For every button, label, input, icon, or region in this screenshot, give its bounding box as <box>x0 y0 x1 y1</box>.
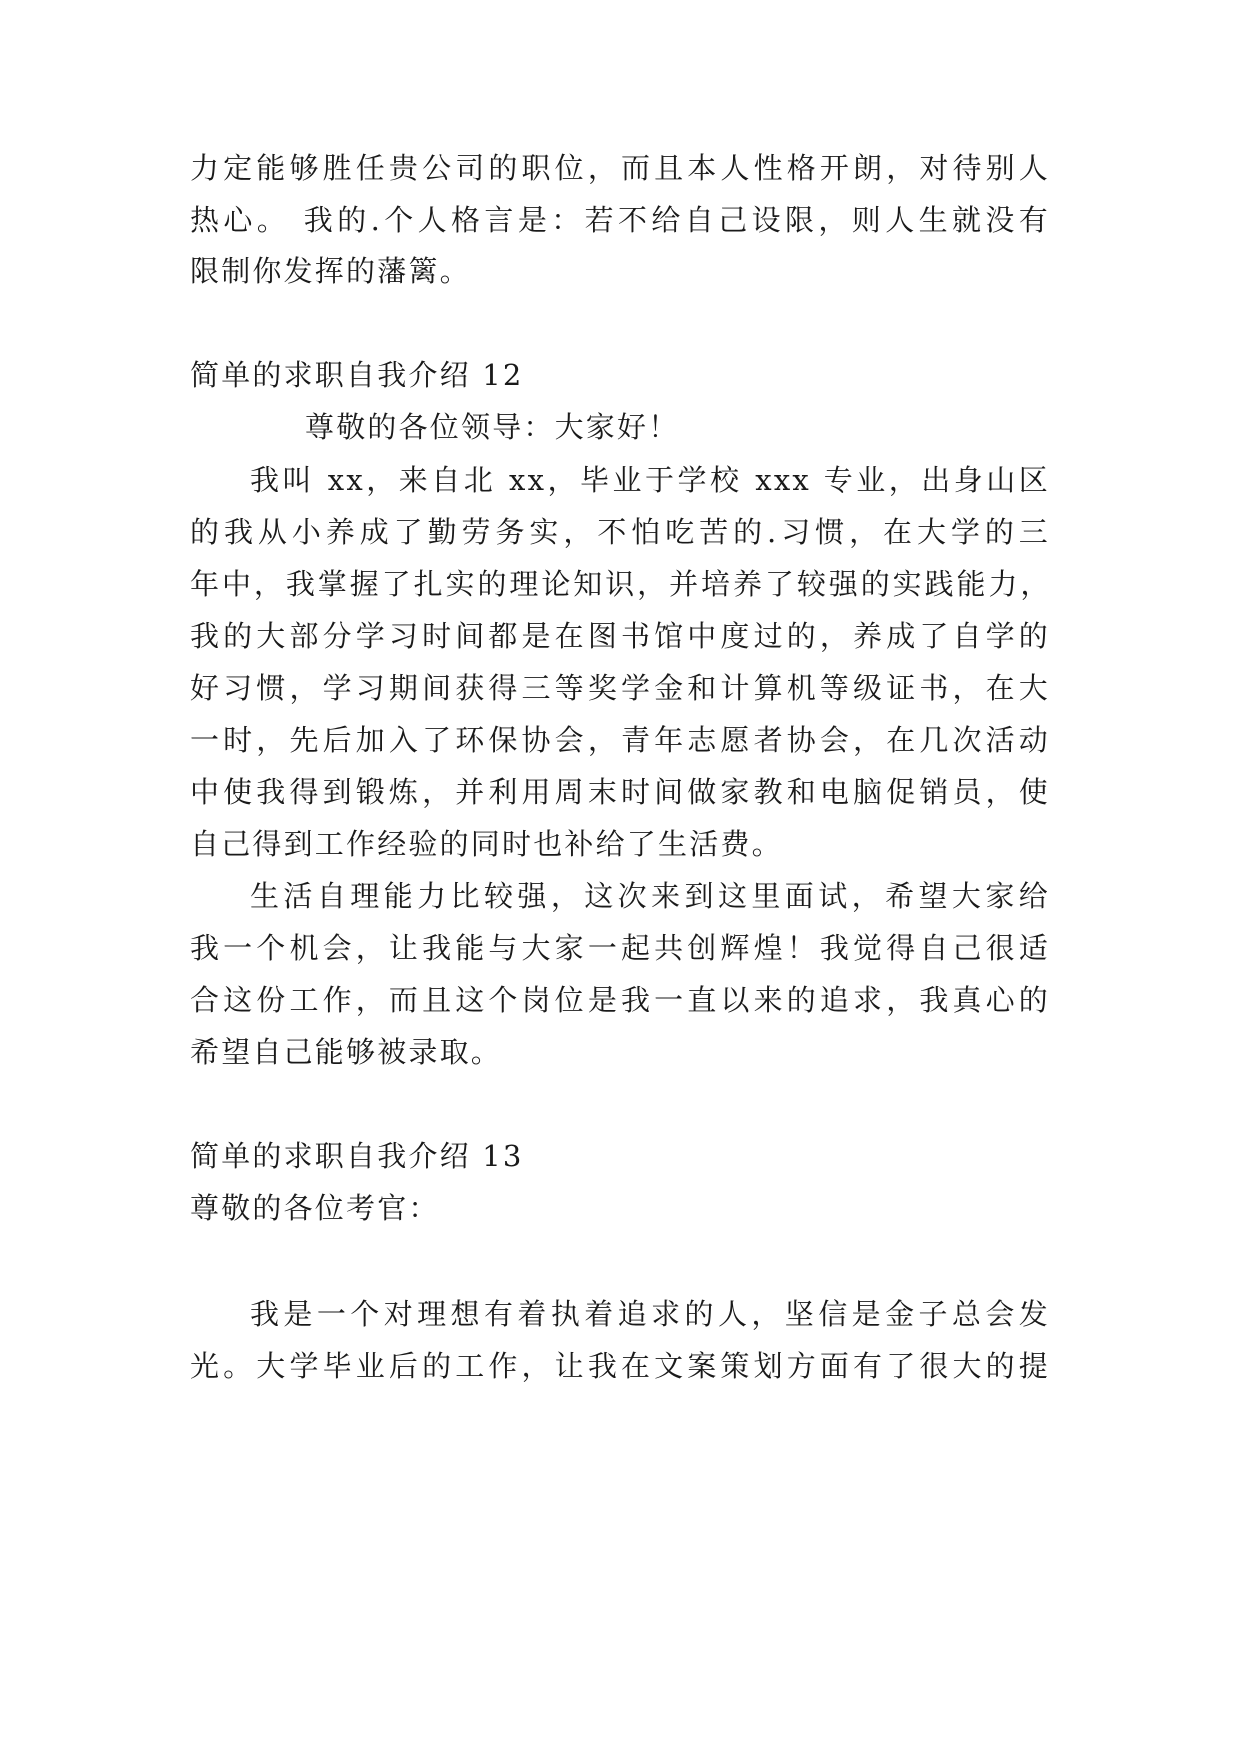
text-line: 的我从小养成了勤劳务实，不怕吃苦的.习惯，在大学的三 <box>190 515 1050 549</box>
text-line: 合这份工作，而且这个岗位是我一直以来的追求，我真心的 <box>190 983 1050 1017</box>
text-line: 生活自理能力比较强，这次来到这里面试，希望大家给 <box>250 879 1050 913</box>
text-line: 我一个机会，让我能与大家一起共创辉煌！我觉得自己很适 <box>190 931 1050 965</box>
salutation: 尊敬的各位考官： <box>190 1191 440 1225</box>
text-line: 限制你发挥的藩篱。 <box>190 254 471 288</box>
text-line: 我叫 xx，来自北 xx，毕业于学校 xxx 专业，出身山区 <box>250 463 1050 497</box>
text-line: 热心。 我的.个人格言是：若不给自己设限，则人生就没有 <box>190 203 1050 237</box>
text-line: 光。大学毕业后的工作，让我在文案策划方面有了很大的提 <box>190 1349 1050 1383</box>
text-line: 一时，先后加入了环保协会，青年志愿者协会，在几次活动 <box>190 723 1050 757</box>
text-line: 自己得到工作经验的同时也补给了生活费。 <box>190 827 783 861</box>
salutation: 尊敬的各位领导：大家好！ <box>305 410 680 444</box>
text-line: 希望自己能够被录取。 <box>190 1035 503 1069</box>
text-line: 中使我得到锻炼，并利用周末时间做家教和电脑促销员，使 <box>190 775 1050 809</box>
section-heading: 简单的求职自我介绍 13 <box>190 1139 524 1173</box>
text-line: 我的大部分学习时间都是在图书馆中度过的，养成了自学的 <box>190 619 1050 653</box>
text-line: 力定能够胜任贵公司的职位，而且本人性格开朗，对待别人 <box>190 151 1050 185</box>
text-line: 我是一个对理想有着执着追求的人，坚信是金子总会发 <box>250 1297 1050 1331</box>
text-line: 年中，我掌握了扎实的理论知识，并培养了较强的实践能力， <box>190 567 1050 601</box>
text-line: 好习惯，学习期间获得三等奖学金和计算机等级证书，在大 <box>190 671 1050 705</box>
section-heading: 简单的求职自我介绍 12 <box>190 358 524 392</box>
